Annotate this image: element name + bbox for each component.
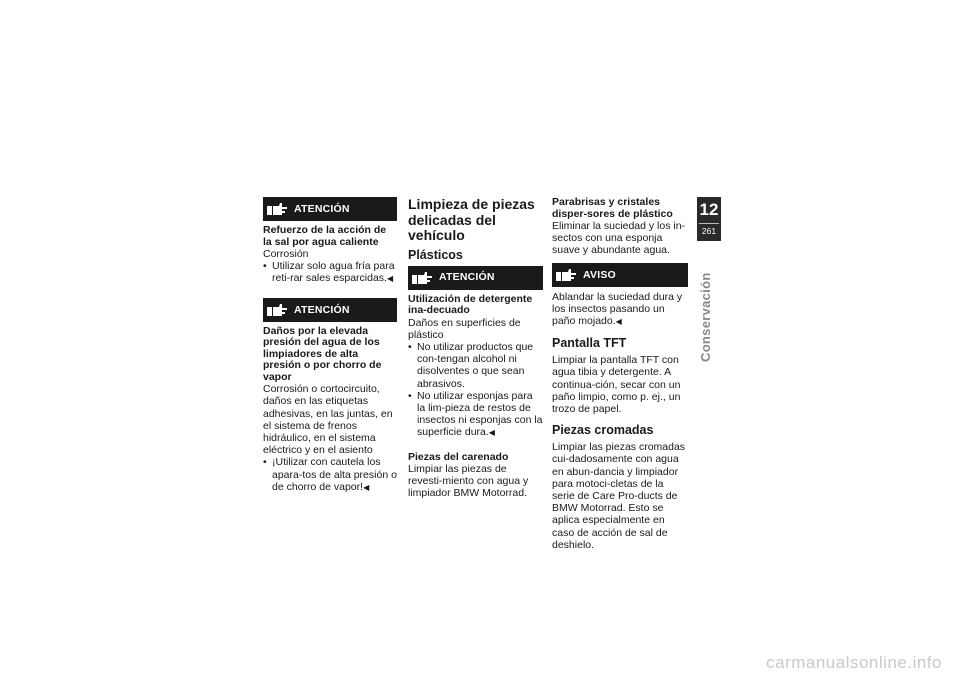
page-number: 261 [699, 223, 719, 238]
warning-box [408, 266, 543, 290]
warning-label: ATENCIÓN [439, 271, 495, 284]
column-2 [408, 197, 543, 500]
section-title: Limpieza de piezas delicadas del vehículo [408, 196, 535, 243]
list-item: • Utilizar solo agua fría para reti-rar sales esparcidas.◀ [263, 260, 397, 285]
end-mark: ◀ [615, 317, 622, 327]
warning-body: Corrosión o cortocircuito, daños en las etiquetas adhesivas, en las juntas, en el sistema de frenos hidráulico, en el sistema eléctrico y en el asiento [263, 383, 393, 457]
chapter-tab [697, 197, 721, 241]
warning-body: Corrosión [263, 248, 309, 260]
chrome-body: Limpiar las piezas cromadas cui-dadosamente con agua en abun-dancia y limpiador para motoci-cletas de la serie de Care Pro-ducts de BMW Motorrad. Esto se aplica especialmente en caso de acción de sal de deshielo. [552, 441, 686, 551]
notice-box [552, 263, 688, 287]
list-item: • No utilizar esponjas para la lim-pieza de restos de insectos ni esponjas con la superficie dura.◀ [408, 390, 543, 440]
warning-body: Daños en superficies de plástico [408, 316, 521, 341]
pointing-hand-icon [555, 266, 577, 284]
warning-title: Utilización de detergente ina-decuado [408, 292, 533, 316]
column-3 [552, 197, 688, 551]
warning-label: ATENCIÓN [294, 202, 350, 215]
warning-label: ATENCIÓN [294, 303, 350, 316]
warning-list [263, 260, 397, 285]
fairing-title: Piezas del carenado [408, 450, 509, 463]
pointing-hand-icon [411, 269, 433, 287]
notice-label: AVISO [583, 268, 616, 281]
column-1 [263, 197, 397, 494]
chapter-number: 12 [699, 200, 719, 219]
end-mark: ◀ [386, 274, 394, 284]
list-item: • No utilizar productos que con-tengan alcohol ni disolventes o que sean abrasivos. [408, 341, 543, 390]
warning-box [263, 298, 397, 322]
pointing-hand-icon [266, 200, 288, 218]
tft-title: Pantalla TFT [552, 336, 627, 351]
windshield-body: Eliminar la suciedad y los in-sectos con una esponja suave y abundante agua. [552, 220, 686, 257]
fairing-body: Limpiar las piezas de revesti-miento con agua y limpiador BMW Motorrad. [408, 463, 529, 500]
watermark: carmanualsonline.info [766, 653, 942, 672]
notice-body: Ablandar la suciedad dura y los insectos pasando un paño mojado.◀ [552, 290, 683, 328]
subsection-title: Plásticos [408, 247, 463, 262]
warning-title: Refuerzo de la acción de la sal por agua caliente [263, 224, 387, 248]
windshield-title: Parabrisas y cristales disper-sores de plástico [552, 196, 673, 220]
chrome-title: Piezas cromadas [552, 423, 654, 438]
warning-title: Daños por la elevada presión del agua de los limpiadores de alta presión o por chorro de vapor [263, 324, 382, 383]
warning-list [263, 456, 397, 494]
end-mark: ◀ [363, 482, 370, 492]
warning-list [408, 341, 543, 440]
list-item: • ¡Utilizar con cautela los apara-tos de alta presión o de chorro de vapor!◀ [263, 456, 397, 494]
warning-box [263, 197, 397, 221]
end-mark: ◀ [488, 428, 495, 438]
chapter-name: Conservación [698, 272, 713, 362]
pointing-hand-icon [266, 301, 288, 319]
tft-body: Limpiar la pantalla TFT con agua tibia y detergente. A continua-ción, secar con un paño limpio, como p. ej., un trozo de papel. [552, 354, 681, 416]
